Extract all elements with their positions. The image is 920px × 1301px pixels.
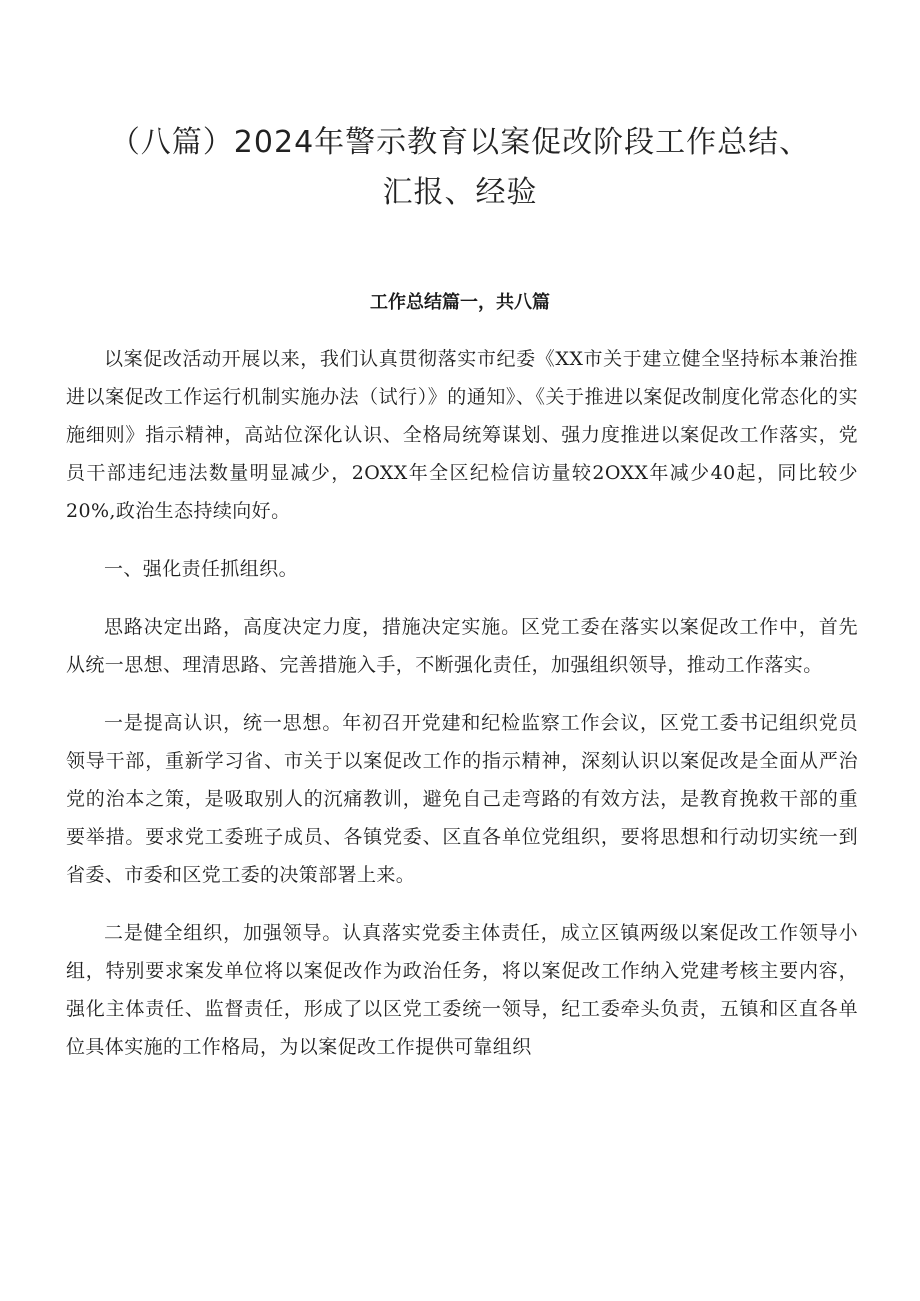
document-body: [66, 340, 858, 1086]
paragraph-approach: 思路决定出路，高度决定力度，措施决定实施。区党工委在落实以案促改工作中，首先从统一思想、理清思路、完善措施入手，不断强化责任，加强组织领导，推动工作落实。: [66, 616, 858, 676]
document-title: [80, 118, 840, 218]
paragraph-point-1: 一是提高认识，统一思想。年初召开党建和纪检监察工作会议，区党工委书记组织党员领导干部，重新学习省、市关于以案促改工作的指示精神，深刻认识以案促改是全面从严治党的治本之策，是吸取别人的沉痛教训，避免自己走弯路的有效方法，是教育挽救干部的重要举措。要求党工委班子成员、各镇党委、区直各单位党组织，要将思想和行动切实统一到省委、市委和区党工委的决策部署上来。: [66, 712, 858, 886]
paragraph-subheading-1: 一、强化责任抓组织。: [104, 558, 299, 580]
paragraph-point-2: 二是健全组织，加强领导。认真落实党委主体责任，成立区镇两级以案促改工作领导小组，特别要求案发单位将以案促改作为政治任务，将以案促改工作纳入党建考核主要内容，强化主体责任、监督责任，形成了以区党工委统一领导，纪工委牵头负责，五镇和区直各单位具体实施的工作格局，为以案促改工作提供可靠组织: [66, 922, 858, 1058]
paragraph-intro: 以案促改活动开展以来，我们认真贯彻落实市纪委《XX市关于建立健全坚持标本兼治推进以案促改工作运行机制实施办法（试行）》的通知》、《关于推进以案促改制度化常态化的实施细则》指示精神，高站位深化认识、全格局统筹谋划、强力度推进以案促改工作落实，党员干部违纪违法数量明显减少，2OXX年全区纪检信访量较2OXX年减少40起，同比较少20%,政治生态持续向好。: [66, 348, 858, 522]
section-heading: 工作总结篇一，共八篇: [370, 292, 550, 313]
title-line-1: （八篇）2024年警示教育以案促改阶段工作总结、: [109, 125, 811, 160]
title-line-2: 汇报、经验: [382, 175, 538, 210]
